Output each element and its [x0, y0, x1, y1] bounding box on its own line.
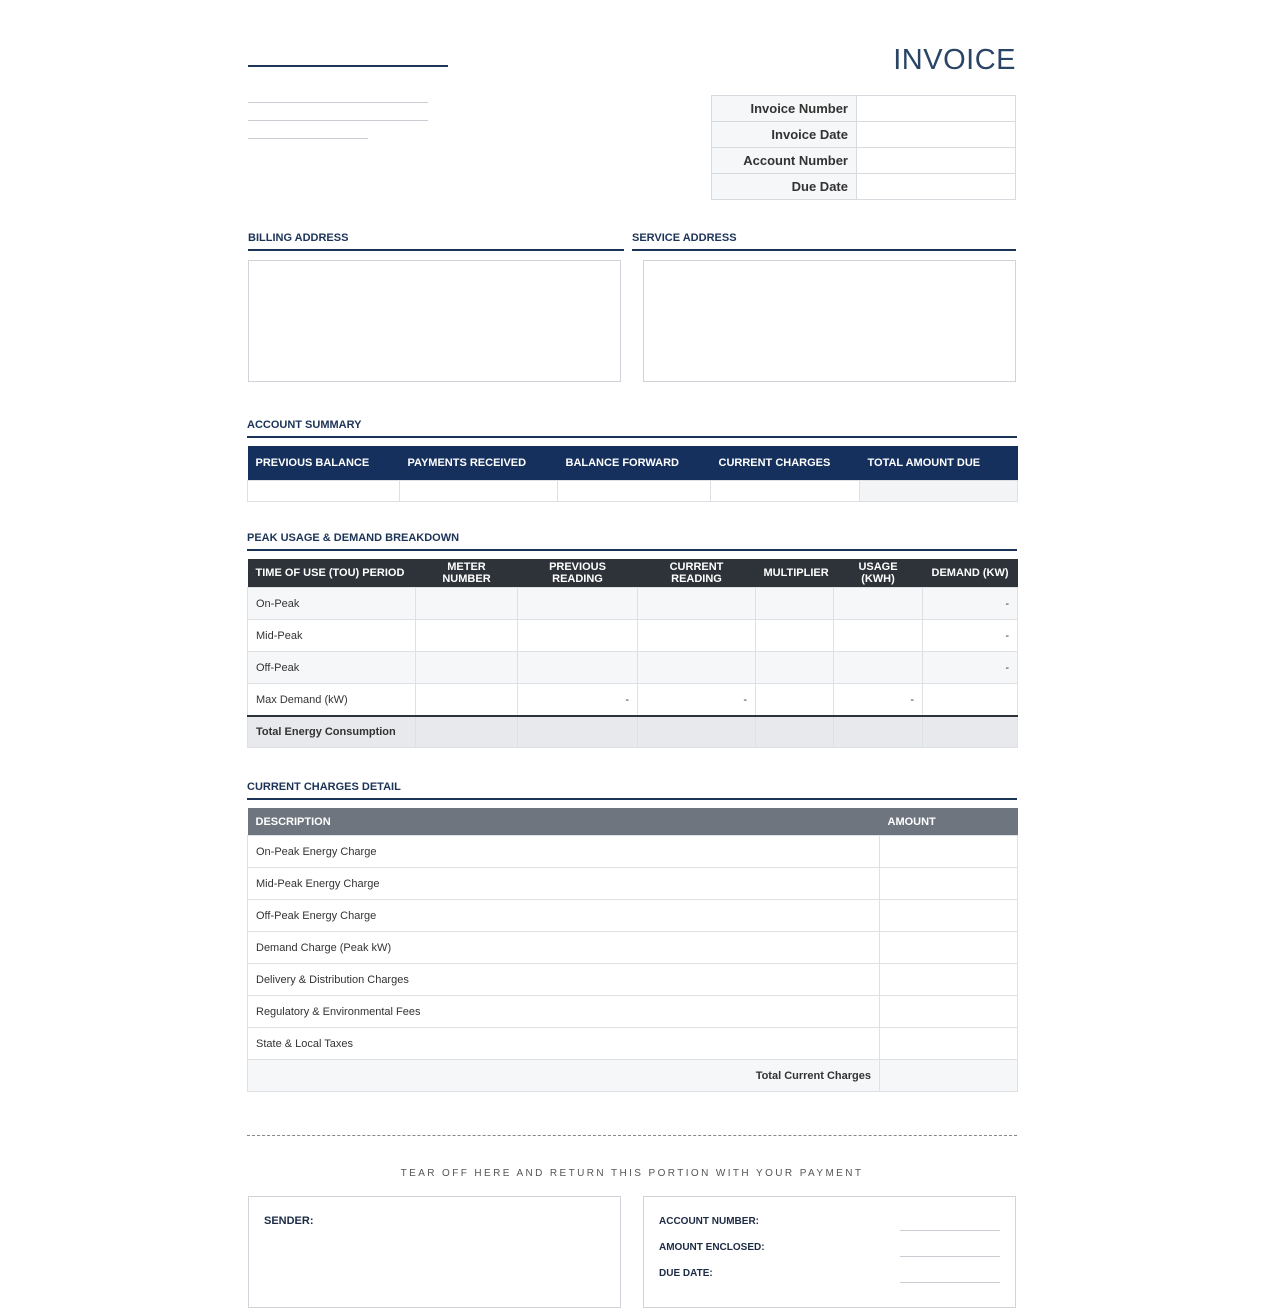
current-reading-header: CURRENT READING [638, 559, 756, 588]
balance-forward-header: BALANCE FORWARD [558, 446, 711, 481]
charge-amount[interactable] [880, 836, 1018, 868]
meter-number-cell[interactable] [416, 620, 518, 652]
current-reading-cell[interactable] [638, 652, 756, 684]
tear-off-line [247, 1135, 1017, 1136]
multiplier-header: MULTIPLIER [756, 559, 834, 588]
demand-cell[interactable]: - [923, 620, 1018, 652]
previous-reading-cell[interactable]: - [518, 684, 638, 717]
peak-usage-rule [247, 549, 1017, 551]
invoice-date-label: Invoice Date [712, 122, 857, 148]
total-energy-label: Total Energy Consumption [248, 716, 416, 748]
previous-balance-cell[interactable] [248, 481, 400, 502]
slip-due-date-field[interactable] [900, 1282, 1000, 1283]
current-charges-heading: CURRENT CHARGES DETAIL [247, 781, 401, 793]
current-reading-cell[interactable]: - [638, 684, 756, 717]
multiplier-cell[interactable] [756, 620, 834, 652]
payments-received-header: PAYMENTS RECEIVED [400, 446, 558, 481]
due-date-row [712, 174, 1016, 200]
multiplier-cell[interactable] [756, 652, 834, 684]
peak-usage-table [247, 559, 1018, 748]
previous-balance-header: PREVIOUS BALANCE [248, 446, 400, 481]
table-row [248, 684, 1018, 717]
total-multiplier-cell [756, 716, 834, 748]
table-row [248, 932, 1018, 964]
demand-cell[interactable]: - [923, 588, 1018, 620]
meter-number-cell[interactable] [416, 588, 518, 620]
invoice-date-row [712, 122, 1016, 148]
total-energy-row [248, 716, 1018, 748]
table-row [248, 868, 1018, 900]
demand-kw-header: DEMAND (KW) [923, 559, 1018, 588]
company-address-line [248, 102, 428, 103]
charge-description: Demand Charge (Peak kW) [248, 932, 880, 964]
charges-header-row [248, 808, 1018, 836]
peak-usage-header-row [248, 559, 1018, 588]
current-charges-header: CURRENT CHARGES [711, 446, 860, 481]
period-cell: Off-Peak [248, 652, 416, 684]
account-number-row [712, 148, 1016, 174]
usage-cell[interactable]: - [834, 684, 923, 717]
total-charges-label: Total Current Charges [248, 1060, 880, 1092]
total-usage-cell[interactable] [834, 716, 923, 748]
multiplier-cell[interactable] [756, 588, 834, 620]
account-summary-rule [247, 436, 1017, 438]
meter-number-cell[interactable] [416, 684, 518, 717]
meter-number-cell[interactable] [416, 652, 518, 684]
period-cell: On-Peak [248, 588, 416, 620]
charge-description: Off-Peak Energy Charge [248, 900, 880, 932]
balance-forward-cell[interactable] [558, 481, 711, 502]
total-current-cell [638, 716, 756, 748]
total-charges-row [248, 1060, 1018, 1092]
charge-description: State & Local Taxes [248, 1028, 880, 1060]
total-amount-due-header: TOTAL AMOUNT DUE [860, 446, 1018, 481]
current-reading-cell[interactable] [638, 620, 756, 652]
due-date-value[interactable] [857, 174, 1016, 200]
meter-number-header: METER NUMBER [416, 559, 518, 588]
charge-description: Mid-Peak Energy Charge [248, 868, 880, 900]
table-row [248, 620, 1018, 652]
table-row [248, 652, 1018, 684]
previous-reading-header: PREVIOUS READING [518, 559, 638, 588]
total-charges-amount[interactable] [880, 1060, 1018, 1092]
account-summary-value-row [248, 481, 1018, 502]
charge-amount[interactable] [880, 900, 1018, 932]
table-row [248, 996, 1018, 1028]
period-cell: Mid-Peak [248, 620, 416, 652]
slip-account-number-field[interactable] [900, 1230, 1000, 1231]
account-summary-heading: ACCOUNT SUMMARY [247, 419, 362, 431]
charge-amount[interactable] [880, 868, 1018, 900]
sender-label: SENDER: [264, 1215, 314, 1227]
billing-address-heading: BILLING ADDRESS [248, 232, 349, 244]
charge-amount[interactable] [880, 1028, 1018, 1060]
previous-reading-cell[interactable] [518, 652, 638, 684]
company-address-line [248, 120, 428, 121]
amount-header: AMOUNT [880, 808, 1018, 836]
total-meter-cell [416, 716, 518, 748]
period-cell: Max Demand (kW) [248, 684, 416, 717]
company-address-line [248, 138, 368, 139]
slip-amount-enclosed-field[interactable] [900, 1256, 1000, 1257]
peak-usage-heading: PEAK USAGE & DEMAND BREAKDOWN [247, 532, 460, 544]
invoice-number-row [712, 96, 1016, 122]
current-charges-cell[interactable] [711, 481, 860, 502]
demand-cell[interactable] [923, 684, 1018, 717]
service-address-rule [632, 249, 1016, 251]
slip-due-date-label: DUE DATE: [659, 1268, 713, 1279]
tou-period-header: TIME OF USE (TOU) PERIOD [248, 559, 416, 588]
current-reading-cell[interactable] [638, 588, 756, 620]
billing-address-rule [248, 249, 624, 251]
total-previous-cell [518, 716, 638, 748]
sender-box[interactable] [248, 1196, 621, 1308]
usage-cell[interactable] [834, 588, 923, 620]
account-summary-table [247, 446, 1018, 502]
table-row [248, 836, 1018, 868]
charge-description: Delivery & Distribution Charges [248, 964, 880, 996]
service-address-box[interactable] [643, 260, 1016, 382]
usage-kwh-header: USAGE (KWH) [834, 559, 923, 588]
account-number-label: Account Number [712, 148, 857, 174]
current-charges-table [247, 808, 1018, 1092]
slip-account-number-label: ACCOUNT NUMBER: [659, 1216, 759, 1227]
table-row [248, 1028, 1018, 1060]
demand-cell[interactable]: - [923, 652, 1018, 684]
multiplier-cell[interactable] [756, 684, 834, 717]
service-address-heading: SERVICE ADDRESS [632, 232, 737, 244]
slip-amount-enclosed-label: AMOUNT ENCLOSED: [659, 1242, 765, 1253]
charge-description: On-Peak Energy Charge [248, 836, 880, 868]
total-amount-due-cell[interactable] [860, 481, 1018, 502]
previous-reading-cell[interactable] [518, 620, 638, 652]
table-row [248, 900, 1018, 932]
total-demand-cell[interactable] [923, 716, 1018, 748]
previous-reading-cell[interactable] [518, 588, 638, 620]
usage-cell[interactable] [834, 620, 923, 652]
invoice-number-value[interactable] [857, 96, 1016, 122]
billing-address-box[interactable] [248, 260, 621, 382]
current-charges-rule [247, 798, 1017, 800]
invoice-number-label: Invoice Number [712, 96, 857, 122]
account-summary-header-row [248, 446, 1018, 481]
due-date-label: Due Date [712, 174, 857, 200]
charge-description: Regulatory & Environmental Fees [248, 996, 880, 1028]
usage-cell[interactable] [834, 652, 923, 684]
charge-amount[interactable] [880, 964, 1018, 996]
invoice-date-value[interactable] [857, 122, 1016, 148]
charge-amount[interactable] [880, 996, 1018, 1028]
invoice-title: INVOICE [893, 44, 1016, 76]
charge-amount[interactable] [880, 932, 1018, 964]
table-row [248, 964, 1018, 996]
invoice-meta-table [711, 95, 1016, 200]
tear-off-instruction: TEAR OFF HERE AND RETURN THIS PORTION WITH YOUR PAYMENT [400, 1168, 864, 1179]
table-row [248, 588, 1018, 620]
payments-received-cell[interactable] [400, 481, 558, 502]
description-header: DESCRIPTION [248, 808, 880, 836]
company-logo-line [248, 65, 448, 67]
account-number-value[interactable] [857, 148, 1016, 174]
